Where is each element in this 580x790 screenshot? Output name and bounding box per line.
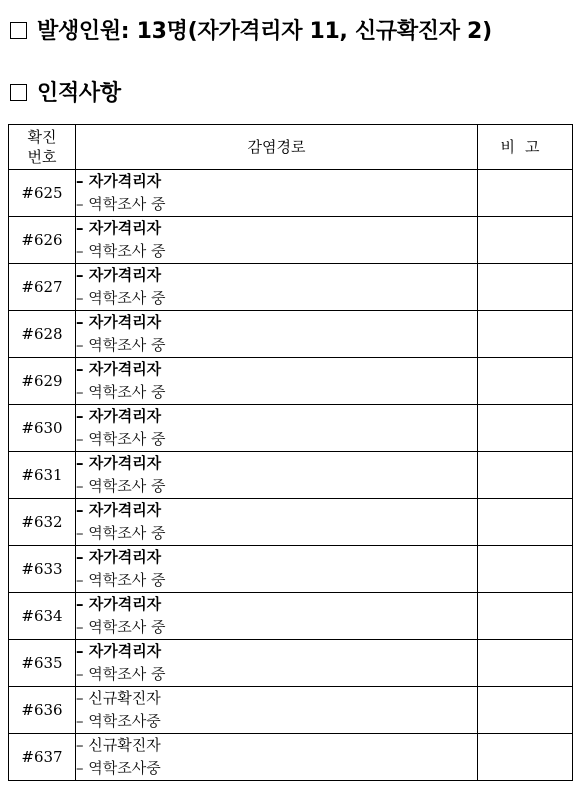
case-number-cell: #625: [9, 170, 76, 217]
investigation-status-text: – 역학조사 중: [76, 665, 166, 683]
table-row: [9, 264, 573, 311]
remarks-cell: [478, 264, 573, 311]
case-status-text: – 자가격리자: [76, 360, 162, 378]
case-status-text: – 자가격리자: [76, 407, 162, 425]
case-table-header: [9, 125, 573, 170]
table-row: [9, 452, 573, 499]
infection-route-cell: [76, 405, 478, 452]
investigation-status-text: – 역학조사 중: [76, 383, 166, 401]
case-status-text: – 자가격리자: [76, 266, 162, 284]
case-number-cell: #636: [9, 687, 76, 734]
table-row: [9, 405, 573, 452]
case-status-text: – 자가격리자: [76, 219, 162, 237]
checkbox-square-icon: [10, 22, 27, 39]
table-row: [9, 546, 573, 593]
table-row: [9, 358, 573, 405]
remarks-cell: [478, 593, 573, 640]
infection-route-cell: [76, 311, 478, 358]
remarks-cell: [478, 734, 573, 781]
case-number-cell: #632: [9, 499, 76, 546]
personal-info-heading: [10, 80, 121, 108]
remarks-cell: [478, 170, 573, 217]
infection-route-cell: [76, 217, 478, 264]
infection-route-cell: [76, 264, 478, 311]
case-status-text: – 자가격리자: [76, 172, 162, 190]
case-status-text: – 신규확진자: [76, 689, 161, 707]
case-status-text: – 신규확진자: [76, 736, 161, 754]
remarks-cell: [478, 640, 573, 687]
case-table-body: [9, 170, 573, 781]
case-status-text: – 자가격리자: [76, 595, 162, 613]
personal-info-heading-text: 인적사항: [37, 81, 121, 106]
remarks-cell: [478, 499, 573, 546]
case-status-text: – 자가격리자: [76, 548, 162, 566]
remarks-cell: [478, 358, 573, 405]
infection-route-cell: [76, 640, 478, 687]
table-row: [9, 640, 573, 687]
case-status-text: – 자가격리자: [76, 313, 162, 331]
investigation-status-text: – 역학조사 중: [76, 289, 166, 307]
case-status-text: – 자가격리자: [76, 454, 162, 472]
investigation-status-text: – 역학조사 중: [76, 195, 166, 213]
infection-route-cell: [76, 499, 478, 546]
investigation-status-text: – 역학조사 중: [76, 336, 166, 354]
investigation-status-text: – 역학조사 중: [76, 618, 166, 636]
table-row: [9, 687, 573, 734]
infection-route-cell: [76, 452, 478, 499]
case-number-cell: #634: [9, 593, 76, 640]
case-number-header: [9, 125, 76, 170]
infection-route-cell: [76, 546, 478, 593]
infection-route-cell: [76, 358, 478, 405]
case-table: [8, 124, 573, 781]
case-number-header-line2: 번호: [27, 148, 57, 166]
infection-route-cell: [76, 687, 478, 734]
remarks-cell: [478, 405, 573, 452]
case-number-cell: #628: [9, 311, 76, 358]
case-number-cell: #629: [9, 358, 76, 405]
infection-route-cell: [76, 170, 478, 217]
table-row: [9, 499, 573, 546]
outbreak-heading: [10, 18, 492, 46]
header-row: [9, 125, 573, 170]
table-row: [9, 217, 573, 264]
case-number-cell: #631: [9, 452, 76, 499]
remarks-cell: [478, 452, 573, 499]
table-row: [9, 593, 573, 640]
investigation-status-text: – 역학조사중: [76, 759, 161, 777]
remarks-cell: [478, 546, 573, 593]
investigation-status-text: – 역학조사 중: [76, 430, 166, 448]
checkbox-square-icon: [10, 84, 27, 101]
outbreak-heading-text: 발생인원: 13명(자가격리자 11, 신규확진자 2): [37, 19, 492, 44]
infection-route-cell: [76, 593, 478, 640]
investigation-status-text: – 역학조사 중: [76, 477, 166, 495]
case-number-cell: #630: [9, 405, 76, 452]
table-row: [9, 734, 573, 781]
table-row: [9, 311, 573, 358]
remarks-header: 비고: [478, 125, 573, 170]
investigation-status-text: – 역학조사 중: [76, 571, 166, 589]
remarks-cell: [478, 217, 573, 264]
remarks-cell: [478, 311, 573, 358]
case-number-cell: #626: [9, 217, 76, 264]
investigation-status-text: – 역학조사 중: [76, 524, 166, 542]
infection-route-header: 감염경로: [76, 125, 478, 170]
case-number-cell: #635: [9, 640, 76, 687]
case-status-text: – 자가격리자: [76, 642, 162, 660]
table-row: [9, 170, 573, 217]
case-number-header-line1: 확진: [27, 128, 57, 146]
case-number-cell: #637: [9, 734, 76, 781]
remarks-cell: [478, 687, 573, 734]
case-number-cell: #627: [9, 264, 76, 311]
investigation-status-text: – 역학조사 중: [76, 242, 166, 260]
case-status-text: – 자가격리자: [76, 501, 162, 519]
infection-route-cell: [76, 734, 478, 781]
case-number-cell: #633: [9, 546, 76, 593]
investigation-status-text: – 역학조사중: [76, 712, 161, 730]
